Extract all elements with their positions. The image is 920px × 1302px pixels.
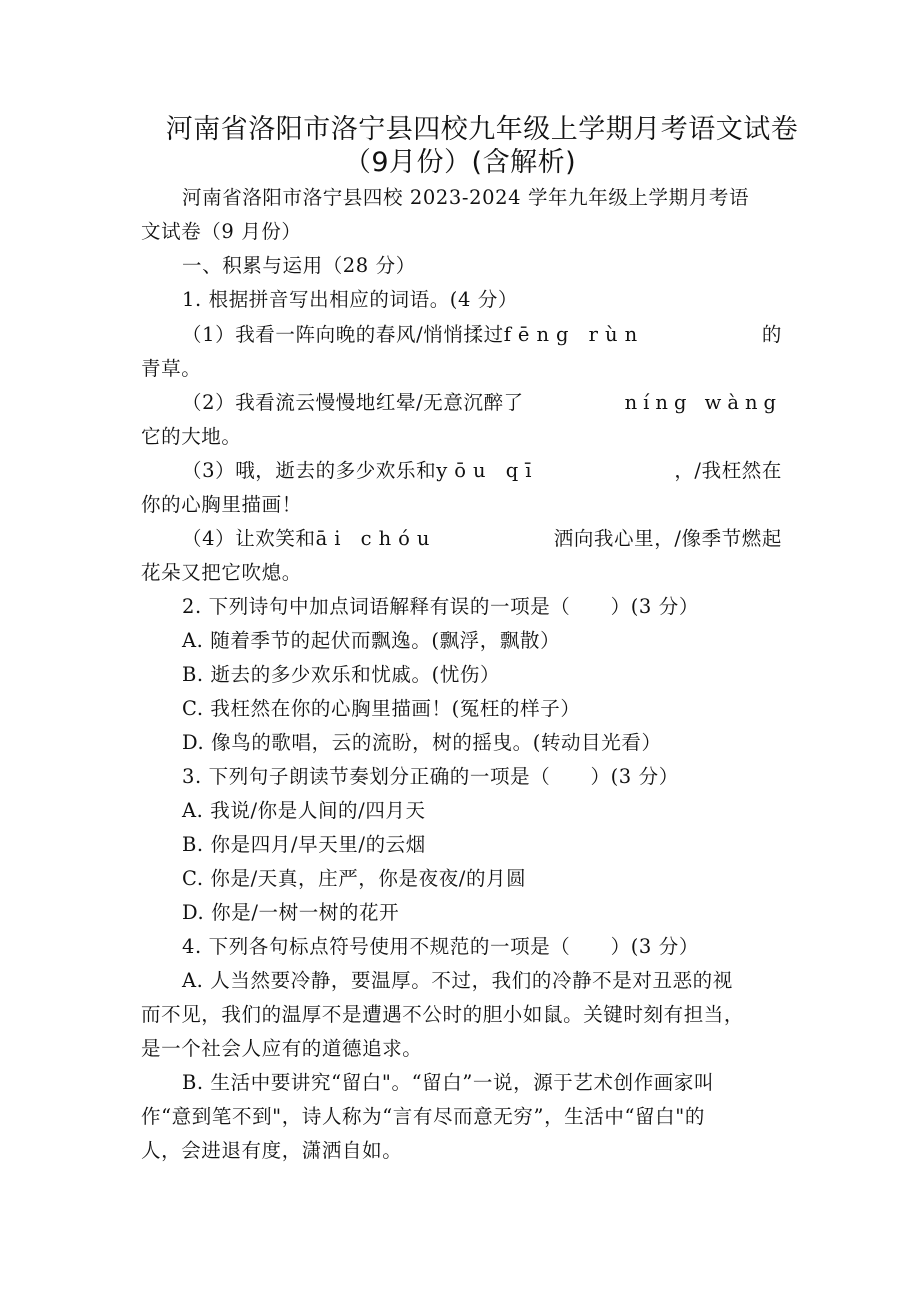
item-3-text: （3）哦，逝去的多少欢乐和 [182,459,437,482]
item-2-pinyin: níng wàng [624,391,782,414]
question-2-option-c: C. 我枉然在你的心胸里描画！(冤枉的样子） [182,697,581,720]
question-4-option-a-line-3: 是一个社会人应有的道德追求。 [141,1037,423,1060]
question-1-item-4-continued: 花朵又把它吹熄。 [141,561,302,584]
item-3-tail: ，/我枉然在 [674,459,782,482]
item-1-tail: 的 [761,323,782,346]
question-1-item-3 [182,458,782,484]
question-3-option-b: B. 你是四月/早天里/的云烟 [182,833,426,856]
question-4-option-a-line-1: A. 人当然要冷静，要温厚。不过，我们的冷静不是对丑恶的视 [182,969,733,992]
question-1-stem: 1. 根据拼音写出相应的词语。(4 分） [182,288,519,311]
question-1-item-3-continued: 你的心胸里描画！ [141,493,302,516]
question-1-item-2 [182,390,782,416]
question-4-option-a-line-2: 而不见，我们的温厚不是遭遇不公时的胆小如鼠。关键时刻有担当， [141,1003,745,1026]
question-4-option-b-line-1: B. 生活中要讲究“留白"。“留白”一说，源于艺术创作画家叫 [182,1071,715,1094]
section-heading: 一、积累与运用（28 分） [182,254,416,277]
intro-line-2: 文试卷（9 月份） [141,220,302,243]
question-2-option-b: B. 逝去的多少欢乐和忧戚。(忧伤） [182,663,501,686]
item-1-text: （1）我看一阵向晚的春风/悄悄揉过 [182,323,504,346]
item-1-pinyin: fēng rùn [503,323,645,346]
question-1-item-1-continued: 青草。 [141,357,202,380]
question-1-item-4 [182,526,782,552]
question-4-stem: 4. 下列各句标点符号使用不规范的一项是（ ）(3 分） [182,935,699,958]
question-3-option-d: D. 你是/一树一树的花开 [182,901,400,924]
item-3-pinyin: yōu qī [436,459,539,482]
question-2-option-d: D. 像鸟的歌唱，云的流盼，树的摇曳。(转动目光看） [182,731,662,754]
question-4-option-b-line-3: 人，会进退有度，潇洒自如。 [141,1139,403,1162]
item-4-pinyin: āi chóu [315,527,437,550]
intro-line-1: 河南省洛阳市洛宁县四校 2023-2024 学年九年级上学期月考语 [182,186,750,209]
document-title-line-1: 河南省洛阳市洛宁县四校九年级上学期月考语文试卷 [165,114,799,145]
item-4-text: （4）让欢笑和 [182,527,316,550]
document-title-line-2: （9月份）(含解析) [343,147,577,178]
question-2-option-a: A. 随着季节的起伏而飘逸。(飘浮，飘散） [182,629,561,652]
item-4-tail: 洒向我心里，/像季节燃起 [553,527,782,550]
question-3-stem: 3. 下列句子朗读节奏划分正确的一项是（ ）(3 分） [182,765,679,788]
question-3-option-c: C. 你是/天真，庄严，你是夜夜/的月圆 [182,867,527,890]
question-1-item-1 [182,322,782,348]
question-3-option-a: A. 我说/你是人间的/四月天 [182,799,426,822]
item-2-text: （2）我看流云慢慢地红晕/无意沉醉了 [182,391,524,414]
question-1-item-2-continued: 它的大地。 [141,425,242,448]
question-2-stem: 2. 下列诗句中加点词语解释有误的一项是（ ）(3 分） [182,595,699,618]
question-4-option-b-line-2: 作“意到笔不到"，诗人称为“言有尽而意无穷”，生活中“留白"的 [141,1105,705,1128]
